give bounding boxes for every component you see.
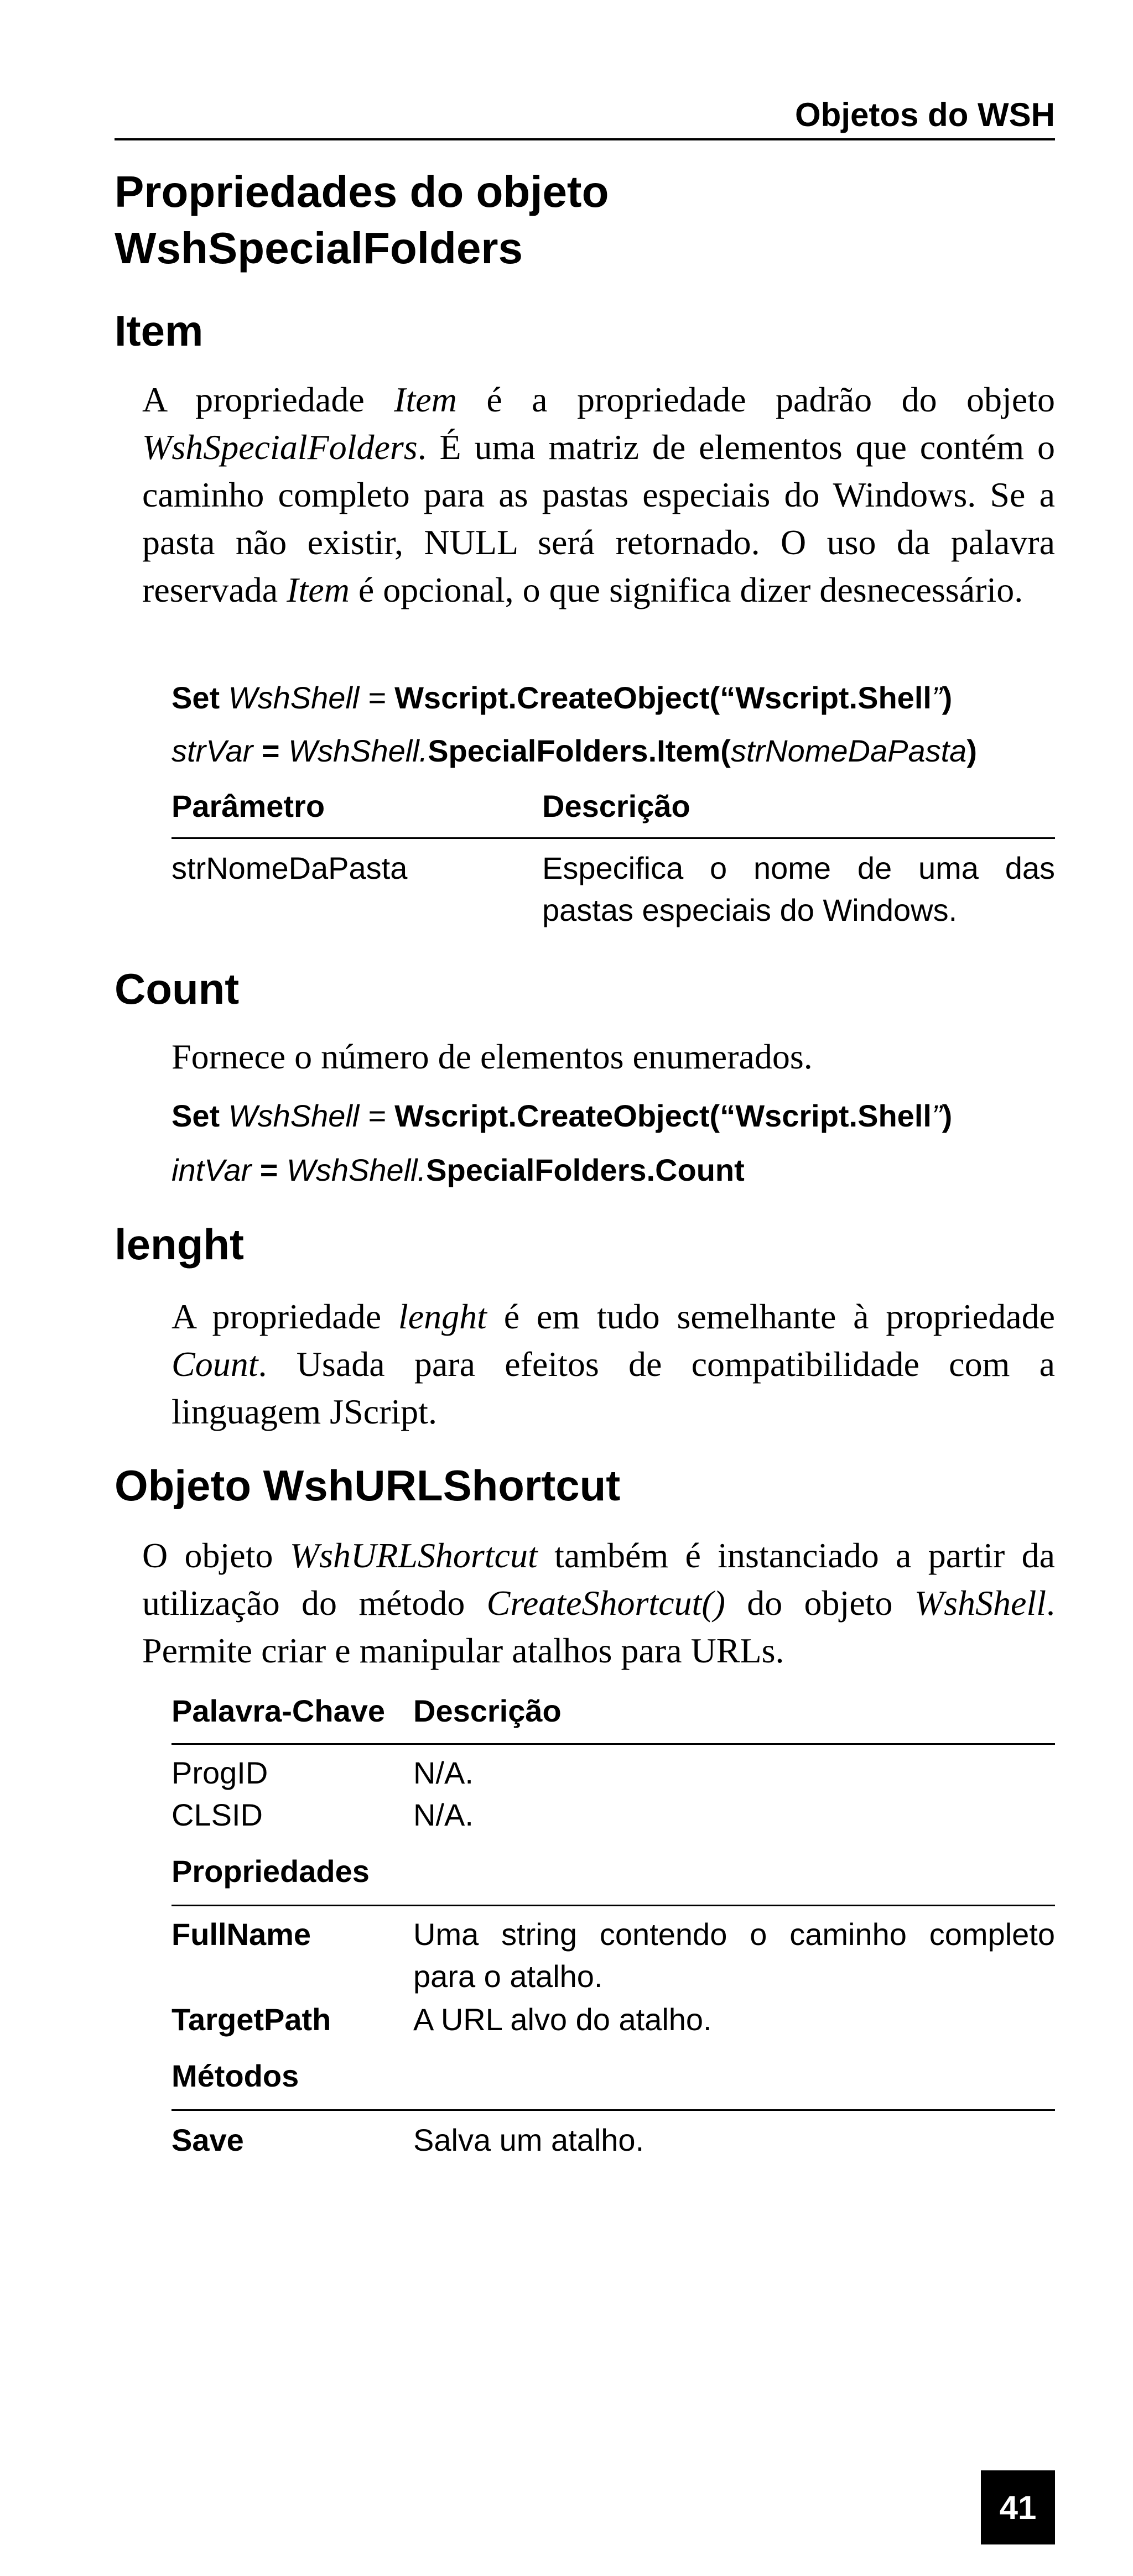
running-head: Objetos do WSH bbox=[795, 96, 1055, 133]
table-rule bbox=[171, 2109, 1055, 2111]
table-cell-fullname-desc: Uma string contendo o caminho completo para o atalho. bbox=[413, 1917, 1055, 1994]
table-header-description: Descrição bbox=[413, 1693, 562, 1728]
urlshortcut-paragraph: O objeto WshURLShortcut também é instanciado a partir da utilização do método CreateShortcut() do objeto WshShell. Permite criar e manipular atalhos para URLs. bbox=[142, 1536, 1055, 1670]
table-cell-progid-value: N/A. bbox=[413, 1755, 474, 1790]
section-title-line2: WshSpecialFolders bbox=[115, 223, 523, 273]
table-cell-progid: ProgID bbox=[171, 1755, 268, 1790]
table-section-methods: Métodos bbox=[171, 2058, 299, 2093]
header-rule bbox=[115, 138, 1055, 140]
urlshortcut-table bbox=[171, 1690, 1055, 2166]
table-cell-targetpath: TargetPath bbox=[171, 2002, 331, 2037]
heading-item: Item bbox=[115, 306, 204, 355]
heading-urlshortcut: Objeto WshURLShortcut bbox=[115, 1461, 621, 1510]
page-number: 41 bbox=[981, 2470, 1055, 2544]
item-parameter-table bbox=[171, 785, 1055, 940]
table-header-desc: Descrição bbox=[542, 789, 690, 823]
count-code-line1: Set WshShell = Wscript.CreateObject(“Wscript.Shell”) bbox=[171, 1098, 953, 1133]
count-code-line2: intVar = WshShell.SpecialFolders.Count bbox=[171, 1153, 745, 1187]
table-rule bbox=[171, 1743, 1055, 1745]
item-paragraph: A propriedade Item é a propriedade padrão do objeto WshSpecialFolders. É uma matriz de elementos que contém o caminho completo para as pastas especiais do Windows. Se a pasta não existir, NULL será retornado. O uso da palavra reservada Item é opcional, o que significa dizer desnecessário. bbox=[142, 380, 1055, 609]
table-cell-targetpath-desc: A URL alvo do atalho. bbox=[413, 2002, 712, 2037]
table-header-keyword: Palavra-Chave bbox=[171, 1693, 386, 1728]
table-section-properties: Propriedades bbox=[171, 1854, 370, 1889]
count-paragraph: Fornece o número de elementos enumerados. bbox=[171, 1037, 813, 1076]
table-cell-save-desc: Salva um atalho. bbox=[413, 2123, 645, 2157]
table-rule bbox=[171, 837, 1055, 839]
table-cell-save: Save bbox=[171, 2123, 244, 2157]
table-header-param: Parâmetro bbox=[171, 789, 325, 823]
table-cell-param: strNomeDaPasta bbox=[171, 851, 408, 885]
item-code-line1: Set WshShell = Wscript.CreateObject(“Wscript.Shell”) bbox=[171, 680, 953, 715]
section-title-line1: Propriedades do objeto bbox=[115, 167, 609, 216]
table-cell-clsid-value: N/A. bbox=[413, 1797, 474, 1832]
item-code-line2: strVar = WshShell.SpecialFolders.Item(strNomeDaPasta) bbox=[171, 733, 977, 768]
table-cell-clsid: CLSID bbox=[171, 1797, 263, 1832]
table-rule bbox=[171, 1905, 1055, 1906]
heading-count: Count bbox=[115, 964, 240, 1013]
table-cell-desc: Especifica o nome de uma das pastas especiais do Windows. bbox=[542, 851, 1055, 927]
table-cell-fullname: FullName bbox=[171, 1917, 311, 1952]
heading-lenght: lenght bbox=[115, 1220, 244, 1269]
lenght-paragraph: A propriedade lenght é em tudo semelhante à propriedade Count. Usada para efeitos de compatibilidade com a linguagem JScript. bbox=[171, 1297, 1055, 1431]
